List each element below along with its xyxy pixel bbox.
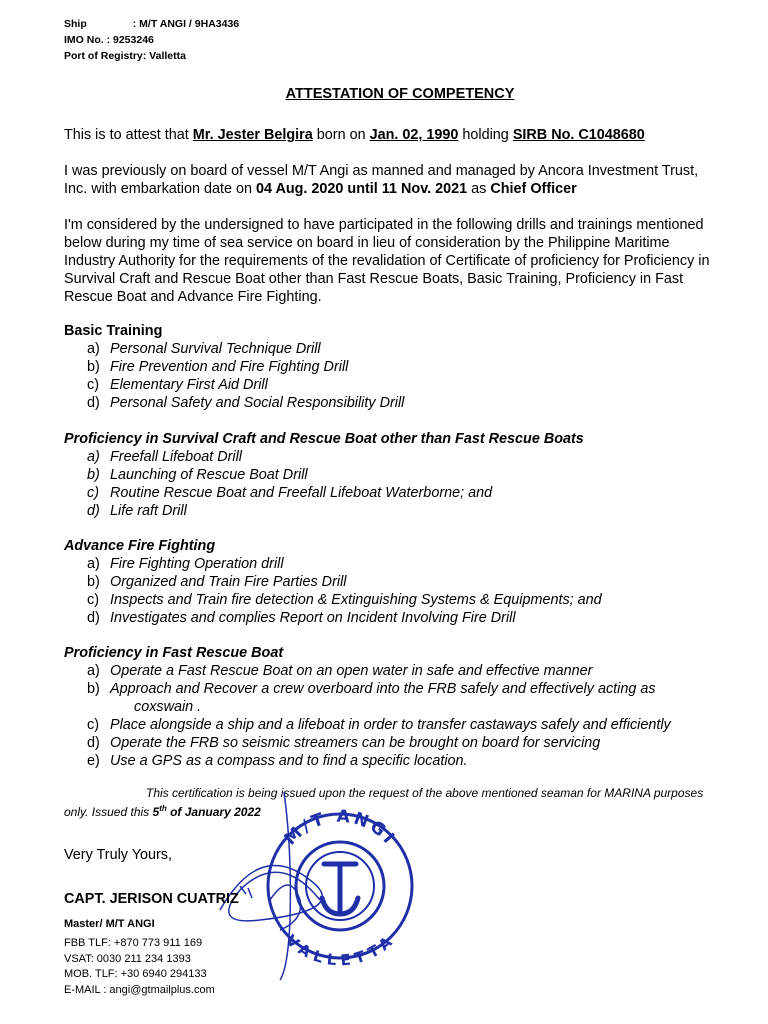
section-title: Advance Fire Fighting — [64, 538, 216, 554]
item-marker: d) — [87, 610, 100, 626]
list-item — [64, 573, 764, 591]
vessel-line — [64, 180, 698, 198]
ship-line — [64, 16, 239, 32]
item-marker: c) — [87, 592, 99, 608]
contact-line: MOB. TLF: +30 6940 294133 — [64, 968, 207, 980]
vessel-text: Inc. with embarkation date on — [64, 181, 256, 197]
item-marker: c) — [87, 717, 99, 733]
anchor-icon — [322, 864, 358, 914]
attest-text: born on — [312, 127, 370, 143]
section-basic-training — [64, 322, 764, 412]
item-marker: d) — [87, 735, 100, 751]
birth-date: Jan. 02, 1990 — [369, 127, 459, 143]
list-item — [64, 466, 764, 484]
item-text: Routine Rescue Boat and Freefall Lifeboat Waterborne; and — [110, 485, 493, 501]
attest-line — [64, 126, 645, 144]
contact-line: FBB TLF: +870 773 911 169 — [64, 937, 203, 949]
item-marker: b) — [87, 359, 100, 375]
item-marker: d) — [87, 503, 100, 519]
item-marker: a) — [87, 341, 100, 357]
item-marker: e) — [87, 753, 100, 769]
ship-value: : M/T ANGI / 9HA3436 — [132, 18, 240, 30]
drill-list — [64, 555, 764, 627]
list-item — [64, 484, 764, 502]
item-text: Freefall Lifeboat Drill — [110, 449, 242, 465]
imo-line: IMO No. : 9253246 — [64, 34, 154, 46]
contact-block — [64, 936, 215, 998]
item-marker: d) — [87, 395, 100, 411]
seaman-name: Mr. Jester Belgira — [192, 127, 313, 143]
paragraph-line: Rescue Boat and Advance Fire Fighting. — [64, 289, 322, 305]
paragraph-line: Industry Authority for the requirements of the revalidation of Certificate of proficiency for Proficiency in — [64, 253, 710, 269]
list-item — [64, 752, 764, 770]
list-item — [64, 502, 764, 520]
stamp-bottom-text: VALLETTA — [282, 931, 398, 970]
contact-line: E-MAIL : angi@gtmailplus.com — [64, 983, 215, 996]
vessel-paragraph — [64, 162, 698, 198]
vessel-text: as — [467, 181, 491, 197]
port-line: Port of Registry: Valletta — [64, 50, 186, 62]
rank: Chief Officer — [490, 181, 577, 197]
issue-day: 5 — [152, 805, 160, 819]
list-item — [64, 609, 764, 627]
item-text: Elementary First Aid Drill — [110, 377, 268, 393]
list-item — [64, 591, 764, 609]
item-marker: b) — [87, 467, 100, 483]
item-marker: a) — [87, 449, 100, 465]
item-text: Organized and Train Fire Parties Drill — [110, 574, 347, 590]
item-text: Use a GPS as a compass and to find a specific location. — [110, 753, 468, 769]
section-title: Proficiency in Fast Rescue Boat — [64, 645, 284, 661]
list-item — [64, 340, 764, 358]
item-text: Place alongside a ship and a lifeboat in order to transfer castaways safely and efficiently — [110, 717, 671, 733]
item-marker: c) — [87, 377, 99, 393]
certification-text: only. Issued this — [64, 805, 153, 819]
sirb-number: SIRB No. C1048680 — [512, 127, 645, 143]
signatory-role: Master/ M/T ANGI — [64, 918, 155, 930]
item-marker: a) — [87, 556, 100, 572]
item-marker: c) — [87, 485, 99, 501]
drill-list — [64, 662, 764, 770]
document-title: ATTESTATION OF COMPETENCY — [285, 86, 515, 102]
item-text: Investigates and complies Report on Incident Involving Fire Drill — [110, 610, 516, 626]
paragraph-line: I'm considered by the undersigned to have participated in the following drills and trainings mentioned — [64, 217, 704, 233]
list-item — [64, 394, 764, 412]
section-title: Basic Training — [64, 323, 163, 339]
item-text: Launching of Rescue Boat Drill — [110, 467, 308, 483]
consideration-paragraph — [64, 216, 709, 306]
section-advance-fire-fighting — [64, 537, 764, 627]
list-item — [64, 555, 764, 573]
item-text: Personal Survival Technique Drill — [110, 341, 321, 357]
item-text: Life raft Drill — [110, 503, 187, 519]
section-title: Proficiency in Survival Craft and Rescue Boat other than Fast Rescue Boats — [64, 431, 584, 447]
section-fast-rescue-boat — [64, 644, 764, 770]
attest-text: holding — [458, 127, 513, 143]
item-text-line: coxswain . — [134, 699, 202, 715]
paragraph-line: Survival Craft and Rescue Boat other than Fast Rescue Boats, Basic Training, Proficiency in Fast — [64, 271, 684, 287]
issue-day-suffix: th — [159, 804, 167, 813]
list-item — [64, 448, 764, 466]
item-marker: b) — [87, 681, 100, 697]
signatory-name: CAPT. JERISON CUATRIZ — [64, 891, 239, 907]
item-text: Operate the FRB so seismic streamers can be brought on board for servicing — [110, 735, 601, 751]
stamp-top-text: M/T ANGI — [280, 806, 400, 850]
drill-list — [64, 340, 764, 412]
vessel-line: I was previously on board of vessel M/T Angi as manned and managed by Ancora Investment Trust, — [64, 163, 699, 179]
issue-month: of January 2022 — [166, 805, 261, 819]
section-survival-craft — [64, 430, 764, 520]
item-marker: b) — [87, 574, 100, 590]
contact-line: VSAT: 0030 211 234 1393 — [64, 952, 191, 965]
item-text: Operate a Fast Rescue Boat on an open water in safe and effective manner — [110, 663, 593, 679]
list-item — [64, 716, 764, 734]
list-item — [64, 662, 764, 680]
service-dates: 04 Aug. 2020 until 11 Nov. 2021 — [255, 181, 468, 197]
closing: Very Truly Yours, — [64, 847, 172, 863]
item-text: Personal Safety and Social Responsibility Drill — [110, 395, 405, 411]
list-item — [64, 376, 764, 394]
paragraph-line: below during my time of sea service on board in lieu of consideration by the Philippine Maritime — [64, 235, 670, 251]
item-marker: a) — [87, 663, 100, 679]
item-text-line: Approach and Recover a crew overboard into the FRB safely and effectively acting as — [110, 681, 656, 697]
list-item — [64, 680, 764, 716]
drill-list — [64, 448, 764, 520]
attest-text: This is to attest that — [64, 127, 193, 143]
certification-line: This certification is being issued upon the request of the above mentioned seaman for MARINA purposes — [146, 786, 704, 800]
item-text — [110, 680, 656, 716]
list-item — [64, 734, 764, 752]
item-text: Inspects and Train fire detection & Extinguishing Systems & Equipments; and — [110, 592, 602, 608]
item-text: Fire Fighting Operation drill — [110, 556, 284, 572]
item-text: Fire Prevention and Fire Fighting Drill — [110, 359, 349, 375]
ship-header — [64, 16, 239, 64]
list-item — [64, 358, 764, 376]
ship-label: Ship — [64, 18, 87, 30]
